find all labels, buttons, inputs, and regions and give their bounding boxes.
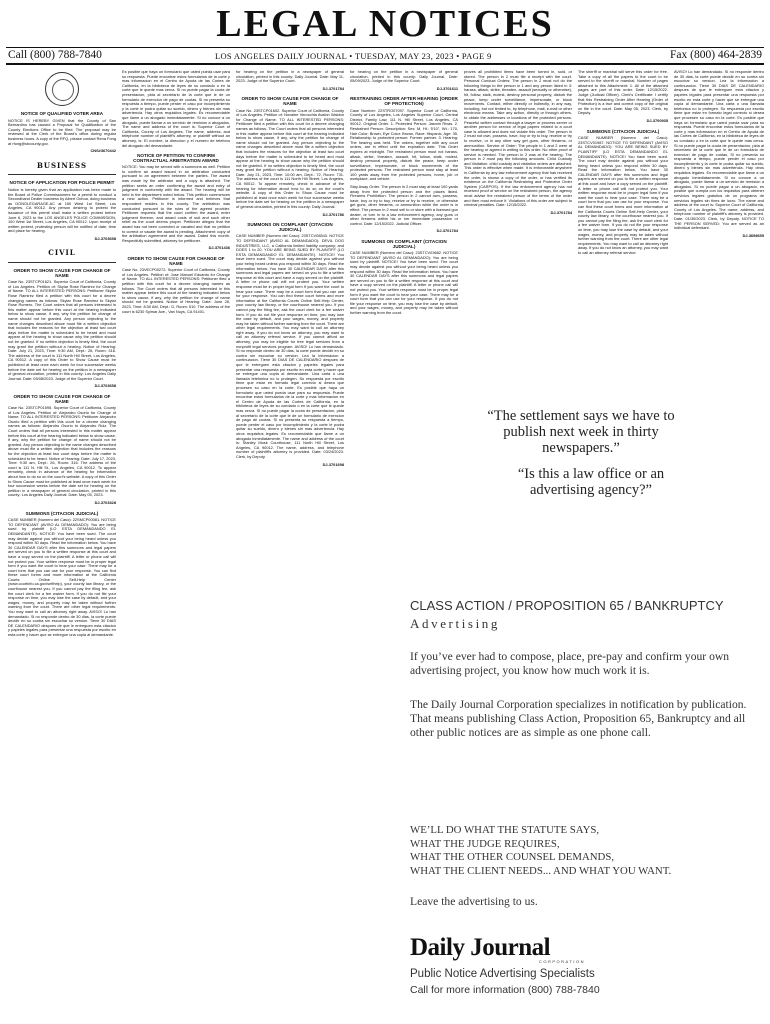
continued-text: for hearing on the petition in a newspaper of general circulation, printed in this county: Daily Journal. Date: 05/09/2023. Judge of the Superior Court.	[350, 70, 458, 84]
osc-heading: ORDER TO SHOW CAUSE FOR CHANGE OF NAME	[241, 96, 339, 106]
column-3	[236, 70, 344, 1020]
ad-contact: Call for more information (800) 788-7840	[410, 984, 600, 996]
daily-journal-ad	[396, 398, 770, 998]
osc-heading: ORDER TO SHOW CAUSE FOR CHANGE OF NAME	[13, 268, 111, 278]
summons-heading: SUMMONS ON COMPLAINT (CITACION JUDICIAL)	[361, 239, 447, 249]
column-2	[122, 70, 230, 1020]
petition-ref: DJ-3701436	[208, 245, 230, 251]
divider	[8, 262, 116, 263]
restraining-text: Case Number: 22STRO07097. Superior Court of California, County of Los Angeles, Los Angeles Superior Court, Central District, Family Law, 111 N. Hill Street, Los Angeles, CA 90012. Original Order. 1. Protected Person: Jasmin Rivas. 2. Restrained Person: Description: Sex: M, Ht.: 5'10", Wt.: 170, Hair Color: Brown, Eye Color: Brown, Race: Hispanic, Age: 35. Relationship to protected person: Former partner. 3. Hearing: The hearing was held. The orders, together with any court orders, are in effect until the expiration date. This Order expires at midnight. The restrained person must not harass, attack, strike, threaten, assault, hit, follow, stalk, molest, destroy personal property, disturb the peace, keep under surveillance, impersonate, or block movements of the protected persons. The restrained person must stay at least 100 yards away from the protected persons, home, job or workplace, and vehicle.	[350, 107, 458, 182]
ad-list-item: WHAT THE OTHER COUNSEL DEMANDS,	[410, 851, 615, 863]
restraining-ref: DJ-3701784	[550, 209, 572, 215]
page-title: LEGAL NOTICES	[216, 3, 554, 45]
ad-heading: CLASS ACTION / PROPOSITION 65 / BANKRUPTCY	[410, 598, 724, 613]
header-rule-bottom	[6, 63, 764, 65]
column-6	[578, 70, 668, 396]
summons-ref: DJ-3701698	[322, 461, 344, 467]
county-seal-icon	[45, 72, 79, 106]
summons-text: CASE NUMBER (Numero del Caso): 23STCV08543. NOTICE TO DEFENDANT (AVISO AL DEMANDADO): DEVIL DOG INDUSTRIES, LLC, a California limited liability company; and DOES 1 to 20. YOU ARE BEING SUED BY PLAINTIFF (LO ESTA DEMANDANDO EL DEMANDANTE). NOTICE! You have been sued. The court may decide against you without your being heard unless you respond within 30 days. Read the information below. You have 30 CALENDAR DAYS after this summons and legal papers are served on you to file a written response at this court and have a copy served on the plaintiff. A letter or phone call will not protect you. Your written response must be in proper legal form if you want the court to hear your case. There may be a court form that you can use for your response. You can find these court forms and more information at the California Courts Online Self-Help Center, your county law library, or the courthouse nearest you. If you cannot pay the filing fee, ask the court clerk for a fee waiver form. If you do not file your response on time, you may lose the case by default, and your wages, money, and property may be taken without further warning from the court. There are other legal requirements. You may want to call an attorney right away. If you do not know an attorney, you may want to call an attorney referral service. If you cannot afford an attorney, you may be eligible for free legal services from a nonprofit legal services program. AVISO! Lo han demandado. Si no responde dentro de 30 dias, la corte puede decidir en su contra sin escuchar su version. Lea la informacion a continuacion. Tiene 30 DIAS DE CALENDARIO despues de que le entreguen esta citacion y papeles legales para presentar una respuesta por escrito en esta corte y hacer que se entregue una copia al demandante. Una carta o una llamada telefonica no lo protegen. Su respuesta por escrito tiene que estar en formato legal correcto si desea que procesen su caso en la corte. Es posible que haya un formulario que usted pueda usar para su respuesta. Puede encontrar estos formularios de la corte y mas informacion en el Centro de Ayuda de las Cortes de California, en la biblioteca de leyes de su condado o en la corte que le quede mas cerca. Si no puede pagar la cuota de presentacion, pida al secretario de la corte que le de un formulario de exencion de pago de cuotas. Si no presenta su respuesta a tiempo, puede perder el caso por incumplimiento y la corte le podra quitar su sueldo, dinero y bienes sin mas advertencia. Hay otros requisitos legales. Es recomendable que llame a un abogado inmediatamente. The name and address of the court is: Stanley Mosk Courthouse, 111 North Hill Street, Los Angeles, CA 90012. The name, address, and telephone number of plaintiff's attorney is provided. Date: 03/24/2023. Clerk, by Deputy.	[236, 233, 344, 459]
restraining-continued: proves all prohibited items have been turned in, sold, or stored. The person in 2 must file a receipt with the court. Personal Conduct Orders: The person in 2 must not do the following things to the person in 1 and any person listed in 3: harass, attack, strike, threaten, assault (sexually or otherwise), hit, follow, stalk, molest, destroy personal property, disturb the peace, keep under surveillance, impersonate, or block movements. Contact, either directly or indirectly, in any way, including, but not limited to, by telephone, mail, e-mail or other electronic means. Take any action, directly or through others, to obtain the addresses or locations of the protected persons. Peaceful written contact through a lawyer or process server or another person for service of legal papers related to a court case is allowed and does not violate this order. The person in 2 must not own, possess, have, buy or try to buy, receive or try to receive, or in any other way get guns, other firearms, or ammunition. Service of Order: The people in 1 and 2 were at the hearing or agreed in writing to this order. No other proof of service is needed. The person in 2 was at the hearing. The person in 2 must pay the following amounts. Child Custody and Visitation: child custody and visitation orders are attached. This order is effective when made. It is enforceable anywhere in California by any law enforcement agency that has received the order, is shown a copy of the order, or has verified its existence on the California Restraining and Protective Order System (CARPOS). If the law enforcement agency has not received proof of service on the restrained person, the agency must advise the restrained person of the terms of the order and then must enforce it. Violations of this order are subject to criminal penalties. Date: 12/15/2022.	[464, 70, 572, 208]
osc-ref: DJ-3703658	[94, 383, 116, 389]
osc-heading: ORDER TO SHOW CAUSE FOR CHANGE OF NAME	[13, 393, 111, 404]
summons-text: Es posible que haya un formulario que usted pueda usar para su respuesta. Puede encontrar estos formularios de la corte y mas informacion en el Centro de Ayuda de las Cortes de California, en la biblioteca de leyes de su condado o en la corte que le quede mas cerca. Si no puede pagar la cuota de presentacion, pida al secretario de la corte que le de un formulario de exencion de pago de cuotas. Si no presenta su respuesta a tiempo, puede perder el caso por incumplimiento y la corte le podra quitar su sueldo, dinero y bienes sin mas advertencia. Hay otros requisitos legales. Es recomendable que llame a un abogado inmediatamente. Si no conoce a un abogado, puede llamar a un servicio de remision a abogados. The name and address of the court is: Superior Court of California, County of Los Angeles. The name, address, and telephone number of plaintiff's attorney, or plaintiff without an attorney, is: El nombre, la direccion y el numero de telefono del abogado del demandante.	[122, 70, 230, 148]
section-civil: CIVIL	[48, 248, 76, 258]
fbn-ref: DJ-3703698	[94, 235, 116, 241]
summons-text: CASE NUMBER (Numero del Caso): 23STCV03682. NOTICE TO DEFENDANT (AVISO AL DEMANDADO): You are being sued by plaintiff. NOTICE! You have been sued. The court may decide against you without your being heard unless you respond within 30 days. Read the information below. You have 30 CALENDAR DAYS after this summons and legal papers are served on you to file a written response at this court and have a copy served on the plaintiff. A letter or phone call will not protect you. Your written response must be in proper legal form if you want the court to hear your case. There may be a court form that you can use for your response. If you do not file your response on time, you may lose the case by default, and your wages, money, and property may be taken without further warning from the court.	[350, 250, 458, 315]
osc-ref: DJ-3701786	[322, 211, 344, 217]
notice-ref: CNS#3670442	[90, 148, 116, 154]
column-5	[464, 70, 572, 396]
section-business: BUSINESS	[36, 160, 88, 170]
column-1	[8, 70, 116, 1020]
summons-ref: DJ-3698655	[742, 232, 764, 238]
osc-text: Case No. 23VECP00272. Superior Court of California, County of Los Angeles. Petition of: Jose Manuel Eduardo for Change of Name. TO ALL INTERESTED PERSONS: Petitioner filed a petition with this court for a decree changing names as follows. The Court orders that all persons interested in this matter appear before this court at the hearing indicated below to show cause, if any, why the petition for change of name should not be granted. Notice of Hearing: Date: June 28, 2023, Time: 8:30 AM, Dept.: D, Room: 510. The address of the court is 6230 Sylmar Ave., Van Nuys, CA 91401.	[122, 267, 230, 314]
logo-subtitle: CORPORATION	[539, 959, 585, 964]
restraining-text-2: Stay Away Order. The person in 2 must stay at least 100 yards away from the protected person and the places listed. Firearms Prohibition: The person in 2 cannot own, possess, have, buy or try to buy, receive or try to receive, or otherwise get guns, other firearms, or ammunition while the order is in effect. The person in 2 must sell to or store with a licensed gun dealer, or turn in to a law enforcement agency, any guns or other firearms within his or her immediate possession or control. Date: 12/15/2022. Judicial Officer.	[350, 184, 458, 226]
ad-quote-2: “Is this a law office or an advertising agency?”	[517, 466, 665, 498]
summons-heading: SUMMONS (CITACION JUDICIAL)	[586, 128, 660, 134]
summons-continued: AVISO! Lo han demandado. Si no responde dentro de 30 dias, la corte puede decidir en su contra sin escuchar su version. Lea la informacion a continuacion. Tiene 30 DIAS DE CALENDARIO despues de que le entreguen esta citacion y papeles legales para presentar una respuesta por escrito en esta corte y hacer que se entregue una copia al demandante. Una carta o una llamada telefonica no lo protegen. Su respuesta por escrito tiene que estar en formato legal correcto si desea que procesen su caso en la corte. Es posible que haya un formulario que usted pueda usar para su respuesta. Puede encontrar estos formularios de la corte y mas informacion en el Centro de Ayuda de las Cortes de California, en la biblioteca de leyes de su condado o en la corte que le quede mas cerca. Si no puede pagar la cuota de presentacion, pida al secretario de la corte que le de un formulario de exencion de pago de cuotas. Si no presenta su respuesta a tiempo, puede perder el caso por incumplimiento y la corte le podra quitar su sueldo, dinero y bienes sin mas advertencia. Hay otros requisitos legales. Es recomendable que llame a un abogado inmediatamente. Si no conoce a un abogado, puede llamar a un servicio de remision a abogados. Si no puede pagar a un abogado, es posible que cumpla con los requisitos para obtener servicios legales gratuitos de un programa de servicios legales sin fines de lucro. The name and address of the court is: Superior Court of California, County of Los Angeles. The name, address, and telephone number of plaintiff's attorney is provided. Date: 01/30/2023. Clerk, by Deputy. NOTICE TO THE PERSON SERVED: You are served as an individual defendant.	[674, 70, 764, 231]
restraining-heading: RESTRAINING ORDER AFTER HEARING (ORDER OF PROTECTION)	[350, 96, 458, 106]
summons-heading: SUMMONS ON COMPLAINT (CITACION JUDICIAL)	[247, 222, 333, 232]
petition-text: NOTICE: You may be served with a summons as well. Petition to confirm an award issued in an arbitration conducted pursuant to an agreement between the parties. The award was made by the arbitrator and a copy is attached. The petition seeks an order confirming the award and entry of judgment in conformity with the award. The hearing will be held in the department noted below. This petition commences a new action. Petitioner is informed and believes that respondent resides in this county. The arbitration was conducted pursuant to the rules of the agreed provider. Petitioner requests that the court confirm the award, enter judgment thereon, and award costs of suit and such other relief as the court deems proper. Petitioner alleges that the award has not been corrected or vacated and that no petition to correct or vacate the award is pending. Attachment: copy of the arbitration agreement and the award. Dated this month. Respectfully submitted, attorney for petitioner.	[122, 164, 230, 243]
header-rule-top	[6, 47, 764, 48]
notice-heading: NOTICE OF QUALIFIED VOTER AREA	[20, 111, 104, 116]
ad-tagline: Public Notice Advertising Specialists	[410, 968, 595, 980]
column-7	[674, 70, 764, 396]
ad-subheading: Advertising	[410, 616, 500, 631]
osc-ref: DJ-3703328	[94, 499, 116, 505]
ad-paragraph-2: The Daily Journal Corporation specializes in notification by publication. That means publishing Class Action, Proposition 65, Bankruptcy and all other public notices are as simple as one phone call.	[410, 698, 747, 739]
ad-paragraph-1: If you’ve ever had to compose, place, pre-pay and confirm your own advertising project, you know how much work it is.	[410, 650, 730, 677]
restraining-ref: DJ-3701784	[436, 228, 458, 234]
issue-line: LOS ANGELES DAILY JOURNAL • TUESDAY, MAY 23, 2023 • PAGE 9	[215, 51, 492, 61]
continued-text: for hearing on the petition in a newspaper of general circulation, printed in this county: Daily Journal. Date: May 11, 2023. Judge of the Superior Court.	[236, 70, 344, 84]
ad-closing: Leave the advertising to us.	[410, 895, 538, 908]
fbn-text: Notice is hereby given that an application has been made to the Board of Police Commissioners for a permit to conduct a Secondhand Dealer business by Albert Ochoa, doing business as DONGLEGARAGE.AC at 150 West 1st Street, Los Angeles, CA 90012. Any person desiring to protest the issuance of this permit shall make a written protest before June 6, 2023 to the LOS ANGELES POLICE COMMISSION, 100 West 1st Street, Los Angeles, CA 90012. Upon receipt of written protest, protesting person will be notified of date, time and place for hearing.	[8, 186, 116, 234]
osc-text: Case No. 23STCP01602. Superior Court of California, County of Los Angeles. Petition of: Novalee Verocchia Avalon Waldon for Change of Name. TO ALL INTERESTED PERSONS: Petitioner filed a petition with this court for a decree changing names as follows. The Court orders that all persons interested in this matter appear before this court at the hearing indicated below to show cause, if any, why the petition for change of name should not be granted. Any person objecting to the name changes described above must file a written objection that includes the reasons for the objection at least two court days before the matter is scheduled to be heard and must appear at the hearing to show cause why the petition should not be granted. If no written objection is timely filed, the court may grant the petition without a hearing. Notice of Hearing: Date: July 21, 2023, Time: 10:00 am, Dept.: 72, Room: 731. The address of the court is 111 North Hill Street, Los Angeles, CA 90012. To appear remotely, check in advance of the hearing for information about how to do so on the court's website. A copy of this Order to Show Cause must be published at least once each week for four successive weeks before the date set for hearing on the petition in a newspaper of general circulation, printed in this county: Daily Journal.	[236, 107, 344, 210]
masthead	[0, 0, 770, 48]
petition-heading: NOTICE OF PETITION TO CONFIRM CONTRACTUAL ARBITRATION AWARD	[133, 153, 219, 163]
phone-number: Call (800) 788-7840	[8, 49, 102, 61]
continued-ref: DJ-3701784	[322, 85, 344, 91]
divider	[8, 174, 116, 175]
clerk-certificate: The sheriff or marshal will serve this order for free. Take a copy of all the papers to the court to be served to the sheriff or marshal. Number of pages attached to this Attachment: 1. All of the attached pages are part of this order. Date: 12/15/2022. Judge (Judicial Officer). Clerk's Certificate: I certify that this Restraining Order After Hearing (Order of Protection) is a true and correct copy of the original on file in the court. Date: May 05, 2023. Clerk, by Deputy.	[578, 70, 668, 116]
summons-text: CASE NUMBER (Numero del Caso): 23STCV01987. NOTICE TO DEFENDANT (AVISO AL DEMANDADO): YOU ARE BEING SUED BY PLAINTIFF (LO ESTA DEMANDANDO EL DEMANDANTE). NOTICE! You have been sued. The court may decide against you without your being heard unless you respond within 30 days. Read the information below. You have 30 CALENDAR DAYS after this summons and legal papers are served on you to file a written response at this court and have a copy served on the plaintiff. A letter or phone call will not protect you. Your written response must be in proper legal form if you want the court to hear your case. There may be a court form that you can use for your response. You can find these court forms and more information at the California Courts Online Self-Help Center, your county law library, or the courthouse nearest you. If you cannot pay the filing fee, ask the court clerk for a fee waiver form. If you do not file your response on time, you may lose the case by default, and your wages, money, and property may be taken without further warning from the court. There are other legal requirements. You may want to call an attorney right away. If you do not know an attorney, you may want to call an attorney referral service.	[578, 135, 668, 255]
certificate-ref: DJ-3700935	[646, 117, 668, 123]
ad-list	[410, 824, 671, 878]
fax-number: Fax (800) 464-2839	[670, 49, 762, 61]
ad-list-item: WE’LL DO WHAT THE STATUTE SAYS,	[410, 824, 600, 836]
osc-heading: ORDER TO SHOW CAUSE FOR CHANGE OF NAME	[127, 255, 225, 266]
ad-quote-1: “The settlement says we have to publish next week in thirty newspapers.”	[487, 408, 675, 456]
ad-list-item: WHAT THE CLIENT NEEDS... AND WHAT YOU WANT.	[410, 864, 672, 877]
fbn-heading: NOTICE OF APPLICATION FOR POLICE PERMIT	[9, 180, 115, 186]
summons-text: CASE NUMBER (Numero del Caso): 22SMCP00081. NOTICE TO DEFENDANT (AVISO AL DEMANDADO): You are being sued by plaintiff (LO ESTA DEMANDANDO EL DEMANDANTE). NOTICE! You have been sued. The court may decide against you without your being heard unless you respond within 30 days. Read the information below. You have 30 CALENDAR DAYS after this summons and legal papers are served on you to file a written response at this court and have a copy served on the plaintiff. A letter or phone call will not protect you. Your written response must be in proper legal form if you want the court to hear your case. There may be a court form that you can use for your response. You can find these court forms and more information at the California Courts Online Self-Help Center (www.courtinfo.ca.gov/selfhelp), your county law library, or the courthouse nearest you. If you cannot pay the filing fee, ask the court clerk for a fee waiver form. If you do not file your response on time, you may lose the case by default, and your wages, money, and property may be taken without further warning from the court. There are other legal requirements. You may want to call an attorney right away. AVISO! Lo han demandado. Si no responde dentro de 30 dias, la corte puede decidir en su contra sin escuchar su version. Tiene 30 DIAS DE CALENDARIO despues de que le entreguen esta citacion y papeles legales para presentar una respuesta por escrito en esta corte y hacer que se entregue una copia al demandante.	[8, 517, 116, 637]
osc-text: Case No. 23STCP01621. Superior Court of California, County of Los Angeles. Petition of: Skylar Rose Ramirez for Change of Name. TO ALL INTERESTED PERSONS: Petitioner Skylar Rose Ramirez filed a petition with this court for a decree changing names as follows: Skylar Rose Ramirez to Skylar Rose Romero. The Court orders that all persons interested in this matter appear before this court at the hearing indicated below to show cause, if any, why the petition for change of name should not be granted. Any person objecting to the name changes described above must file a written objection that includes the reasons for the objection at least two court days before the matter is scheduled to be heard and must appear at the hearing to show cause why the petition should not be granted. If no written objection is timely filed, the court may grant the petition without a hearing. Notice of Hearing: Date: July 21, 2023, Time: 9:30 AM, Dept.: 26, Room: 316. The address of the court is 111 North Hill Street, Los Angeles, CA 90012. A copy of this Order to Show Cause must be published at least once each week for four successive weeks before the date set for hearing on the petition in a newspaper of general circulation, printed in this county: Los Angeles Daily Journal. Date: 05/08/2023. Judge of the Superior Court.	[8, 279, 116, 381]
continued-ref: DJ-3701611	[436, 85, 458, 91]
daily-journal-logo: Daily Journal	[410, 934, 551, 961]
osc-text: Case No. 23STCP01595. Superior Court of California, County of Los Angeles. Petition of: Alejandro Osorio for Change of Name. TO ALL INTERESTED PERSONS: Petitioner Alejandro Osorio filed a petition with this court for a decree changing names as follows: Alejandro Osorio to Alejandro Ruiz. The Court orders that all persons interested in this matter appear before this court at the hearing indicated below to show cause, if any, why the petition for change of name should not be granted. Any person objecting to the name changes described above must file a written objection that includes the reasons for the objection at least two court days before the matter is scheduled to be heard. Notice of Hearing: Date: July 17, 2023, Time: 9:30 am, Dept.: 26, Room: 316. The address of the court is 111 N. Hill St., Los Angeles, CA 90012. To appear remotely, check in advance of the hearing for information about how to do so on the court's website. A copy of this Order to Show Cause must be published at least once each week for four successive weeks before the date set for hearing on the petition in a newspaper of general circulation, printed in this county: Los Angeles Daily Journal. Date: May 05, 2023.	[8, 405, 116, 498]
notice-text: NOTICE IS HEREBY GIVEN that the County of San Bernardino has caused a Proposal for Qualification of the County Elections Office to be filed. The proposal may be reviewed at the Clerk of the Board's office during regular business hours. A copy of the RFQ, please contact Rena Fong at rfong@sbcounty.gov.	[8, 117, 116, 146]
ad-list-item: WHAT THE JUDGE REQUIRES,	[410, 837, 560, 850]
summons-heading: SUMMONS (CITACION JUDICIAL)	[25, 510, 99, 516]
